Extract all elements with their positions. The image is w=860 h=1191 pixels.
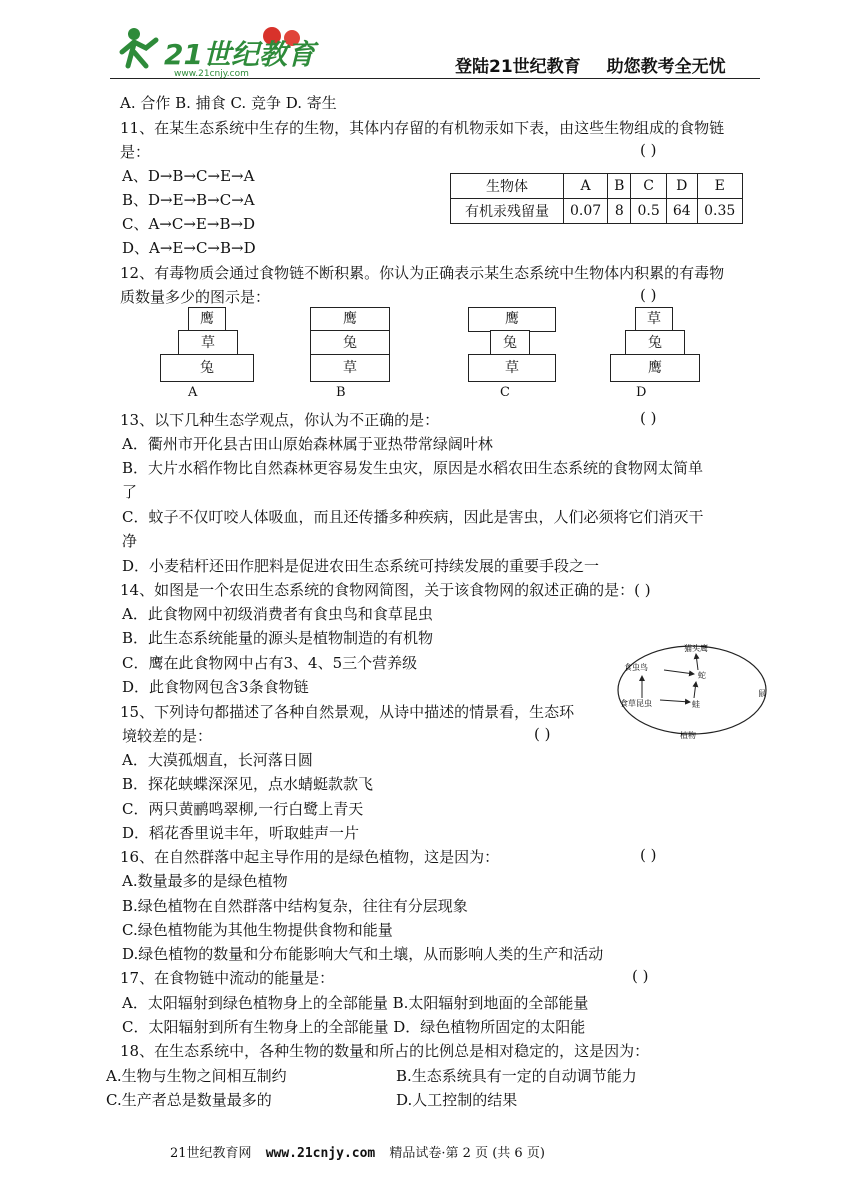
node-insect-bird: 食虫鸟 [624,663,648,672]
table-cell: 有机汞残留量 [451,199,564,224]
pyramid-a-bottom: 兔 [160,354,254,382]
q16-bracket: ( ) [640,846,657,864]
q16-option-b: B.绿色植物在自然群落中结构复杂，往往有分层现象 [122,897,468,915]
q11-option-b: B、D→E→B→C→A [122,191,255,209]
q18-option-a: A.生物与生物之间相互制约 [106,1067,287,1085]
pyramid-b-label: B [336,385,346,400]
q14-option-b: B．此生态系统能量的源头是植物制造的有机物 [122,629,434,647]
q13-option-b: B．大片水稻作物比自然森林更容易发生虫灾，原因是水稻农田生态系统的食物网太简单 [122,459,704,477]
q10-options: A. 合作 B. 捕食 C. 竞争 D. 寄生 [120,94,337,112]
table-cell: C [631,174,666,199]
q12-stem: 12、有毒物质会通过食物链不断积累。你认为正确表示某生态系统中生物体内积累的有毒物 [120,264,725,282]
q15-option-b: B．探花蛱蝶深深见，点水蜻蜓款款飞 [122,775,374,793]
footer-url[interactable]: www.21cnjy.com [265,1146,376,1161]
q15-option-a: A．大漠孤烟直，长河落日圆 [122,751,313,769]
pyramid-c-label: C [500,385,510,400]
table-cell: B [608,174,631,199]
pyramid-a-mid: 草 [178,330,238,356]
pyramid-d-mid: 兔 [625,330,685,356]
node-owl: 猫头鹰 [684,644,708,653]
table-cell: A [564,174,608,199]
pyramid-a-top: 鹰 [188,307,226,332]
q11-stem: 11、在某生态系统中生存的生物，其体内存留的有机物汞如下表，由这些生物组成的食物链 [120,119,725,137]
table-cell: 8 [608,199,631,224]
q13-option-b-cont: 了 [122,483,138,501]
q13-bracket: ( ) [640,409,657,427]
q13-option-d: D．小麦秸杆还田作肥料是促进农田生态系统可持续发展的重要手段之一 [122,557,600,575]
header-divider [110,78,760,79]
table-cell: D [666,174,697,199]
node-mouse: 鼠 [758,689,766,698]
food-web-diagram [612,640,772,740]
q14-option-c: C．鹰在此食物网中占有3、4、5三个营养级 [122,654,418,672]
q17-stem: 17、在食物链中流动的能量是： [120,969,335,987]
q11-option-d: D、A→E→C→B→D [122,239,256,257]
q18-stem: 18、在生态系统中，各种生物的数量和所占的比例总是相对稳定的，这是因为： [120,1042,650,1060]
table-cell: E [697,174,742,199]
pyramid-d-label: D [636,385,647,400]
q16-option-c: C.绿色植物能为其他生物提供食物和能量 [122,921,393,939]
q18-option-c: C.生产者总是数量最多的 [106,1091,272,1109]
logo-text: 21世纪教育 [164,38,315,71]
table-cell: 0.5 [631,199,666,224]
q17-options-ab: A．太阳辐射到绿色植物身上的全部能量 B.太阳辐射到地面的全部能量 [122,994,589,1012]
site-logo [112,22,322,80]
table-cell: 生物体 [451,174,564,199]
page-footer [170,1142,545,1161]
q18-option-b: B.生态系统具有一定的自动调节能力 [396,1067,637,1085]
pyramid-c-top: 鹰 [468,307,556,332]
q12-bracket: ( ) [640,286,657,304]
q11-option-a: A、D→B→C→E→A [122,167,255,185]
q15-stem-cont: 境较差的是： [122,727,213,745]
table-row [451,174,743,199]
slogan-left: 登陆21世纪教育 [455,57,581,77]
q15-option-c: C．两只黄鹂鸣翠柳,一行白鹭上青天 [122,800,364,818]
node-frog: 蛙 [692,700,700,709]
logo-url: www.21cnjy.com [174,69,249,79]
slogan-right: 助您教考全无忧 [606,57,726,77]
table-cell: 0.35 [697,199,742,224]
q16-option-a: A.数量最多的是绿色植物 [122,872,288,890]
pyramid-c-mid: 兔 [490,330,530,356]
q11-stem-cont: 是： [120,143,151,161]
pyramid-b-top: 鹰 [310,307,390,332]
pyramid-d-bottom: 鹰 [610,354,700,382]
pyramid-a-label: A [188,385,198,400]
node-herbivore-insect: 食草昆虫 [620,699,652,708]
header-slogan [455,52,752,77]
pyramid-b-mid: 兔 [310,330,390,356]
mercury-table [450,173,743,224]
table-cell: 64 [666,199,697,224]
q13-option-a: A．衢州市开化县古田山原始森林属于亚热带常绿阔叶林 [122,435,493,453]
q15-stem: 15、下列诗句都描述了各种自然景观，从诗中描述的情景看，生态环 [120,703,575,721]
q11-bracket: ( ) [640,141,657,159]
node-plant: 植物 [680,731,696,740]
table-cell: 0.07 [564,199,608,224]
q16-option-d: D.绿色植物的数量和分布能影响大气和土壤，从而影响人类的生产和活动 [122,945,604,963]
q11-option-c: C、A→C→E→B→D [122,215,256,233]
q13-option-c: C．蚊子不仅叮咬人体吸血，而且还传播多种疾病，因此是害虫，人们必须将它们消灭干 [122,508,704,526]
footer-page: 精品试卷·第 2 页 (共 6 页) [389,1146,545,1161]
q14-option-a: A．此食物网中初级消费者有食虫鸟和食草昆虫 [122,605,433,623]
q14-option-d: D．此食物网包含3条食物链 [122,678,309,696]
q18-option-d: D.人工控制的结果 [396,1091,518,1109]
q14-stem: 14、如图是一个农田生态系统的食物网简图，关于该食物网的叙述正确的是：( ) [120,581,651,599]
table-row [451,199,743,224]
pyramid-c-bottom: 草 [468,354,556,382]
q13-stem: 13、以下几种生态学观点，你认为不正确的是： [120,411,440,429]
footer-site: 21世纪教育网 [170,1146,252,1161]
q17-options-cd: C．太阳辐射到所有生物身上的全部能量 D．绿色植物所固定的太阳能 [122,1018,586,1036]
node-snake: 蛇 [698,671,706,680]
pyramid-b-bottom: 草 [310,354,390,382]
q13-option-c-cont: 净 [122,532,138,550]
q16-stem: 16、在自然群落中起主导作用的是绿色植物，这是因为： [120,848,500,866]
q17-bracket: ( ) [632,967,649,985]
q12-stem-cont: 质数量多少的图示是： [120,288,271,306]
q15-bracket: ( ) [534,725,551,743]
q15-option-d: D．稻花香里说丰年，听取蛙声一片 [122,824,360,842]
pyramid-d-top: 草 [635,307,673,332]
